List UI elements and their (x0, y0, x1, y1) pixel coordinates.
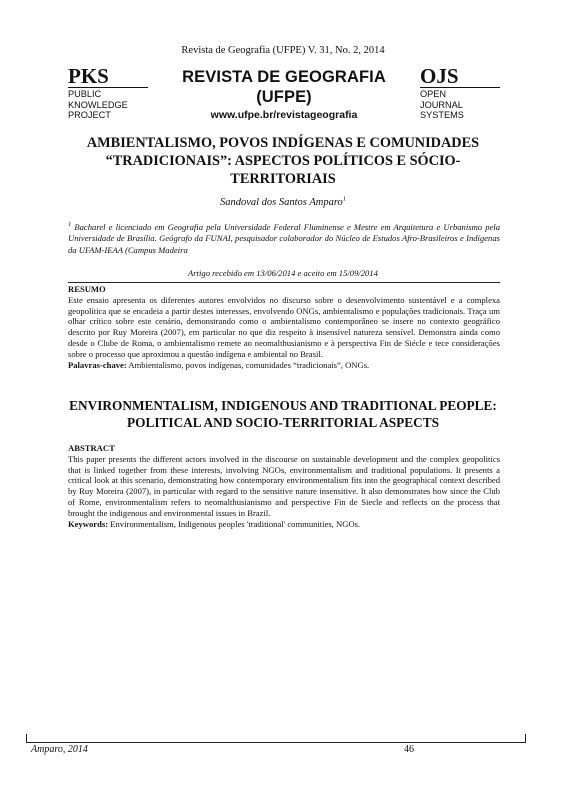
pkp-logo-text (68, 89, 148, 121)
abstract-keywords-text: Environmentalism, Indigenous peoples 'traditional' communities, NGOs. (108, 518, 361, 529)
ojs-line-1: OPEN (420, 89, 447, 99)
resumo-heading: RESUMO (68, 284, 106, 294)
article-title (60, 134, 506, 188)
author-affiliation (68, 222, 500, 256)
journal-masthead (68, 66, 500, 132)
page-number: 46 (404, 744, 414, 755)
resumo-section (68, 284, 500, 370)
ojs-line-2: JOURNAL (420, 99, 463, 110)
journal-title-line-2: (UFPE) (256, 88, 312, 106)
author-line (0, 197, 566, 208)
resumo-keywords-label: Palavras-chave: (68, 359, 127, 370)
english-title-line-1: ENVIRONMENTALISM, INDIGENOUS AND TRADITIONAL PEOPLE: (69, 398, 497, 413)
received-dates: Artigo recebido em 13/06/2014 e aceito em 15/09/2014 (188, 268, 378, 278)
abstract-heading: ABSTRACT (68, 443, 115, 453)
english-title (60, 397, 506, 431)
footer-right-tick (525, 734, 526, 742)
affiliation-footnote-marker: 1 (68, 221, 72, 229)
pkp-logo (68, 66, 148, 121)
footer-left-tick (26, 734, 27, 742)
author-name: Sandoval dos Santos Amparo (219, 197, 343, 208)
resumo-body: Este ensaio apresenta os diferentes autores envolvidos no discurso sobre o desenvolvimento sustentável e a complexa geopolítica que se encadeia a partir destes interesses, envolvendo ONGs, ambientalismo e populações tradicionais. Traça um olhar crítico sobre este cenário, demonstrando como o ambientalismo contemporâneo se insere no contexto geográfico descrito por Ruy Moreira (2007), em particular no que diz respeito à insensível natureza sensível. Demonstra ainda como desde o Clube de Roma, o ambientalismo remete ao neomalthusianismo e à perspectiva Fin de Siécle e tece considerações sobre o processo que aproximou a questão indígena e ambiental no Brasil. (68, 294, 500, 359)
pkp-line-1: PUBLIC (68, 89, 102, 99)
resumo-keywords (68, 360, 500, 371)
abstract-section (68, 443, 500, 529)
running-head: Revista de Geografia (UFPE) V. 31, No. 2, 2014 (181, 45, 385, 56)
journal-title-block (148, 67, 420, 121)
article-title-line-3: TERRITORIAIS (230, 171, 336, 187)
abstract-body: This paper presents the different actors involved in the discourse on sustainable development and the complex geopolitics that is linked together from these interests, involving NGOs, environmentalism and traditional populations. It presents a critical look at this scenario, demonstrating how contemporary environmentalism fits into the geographical context described by Ruy Moreira (2007), in particular with regard to the sensitive nature insensitive. It also demonstrates how since the Club of Rome, environmentalism refers to neomalthusianismo and perspective Fin de Siecle and reflects on the process that brought the indigenous and environmental issues in Brazil. (68, 453, 500, 518)
pkp-line-3: PROJECT (68, 110, 111, 121)
ojs-logo-mark: OJS (420, 66, 500, 88)
article-title-line-1: AMBIENTALISMO, POVOS INDÍGENAS E COMUNIDADES (86, 135, 480, 151)
journal-title-line-1: REVISTA DE GEOGRAFIA (182, 68, 386, 86)
ojs-logo-text (420, 89, 500, 121)
journal-url[interactable]: www.ufpe.br/revistageografia (210, 109, 358, 121)
footer-rule (26, 742, 526, 743)
english-title-line-2: POLITICAL AND SOCIO-TERRITORIAL ASPECTS (127, 415, 439, 430)
resumo-top-rule (68, 282, 500, 283)
footer-author-year: Amparo, 2014 (31, 744, 88, 755)
abstract-keywords (68, 519, 500, 530)
ojs-logo (420, 66, 500, 121)
pkp-logo-mark: PKS (68, 66, 148, 88)
affiliation-text: Bacharel e licenciado em Geografia pela Universidade Federal Fluminense e Mestre em Arquitetura e Urbanismo pela Universidade de Brasília. Geógrafo da FUNAI, pesquisador colaborador do Núcleo de Estudos Afro-Brasileiros e Indígenas da UFAM-IEAA (Campus Madeira (68, 222, 500, 255)
resumo-keywords-text: Ambientalismo, povos indígenas, comunidades “tradicionais”, ONGs. (126, 359, 370, 370)
article-title-line-2: “TRADICIONAIS”: ASPECTOS POLÍTICOS E SÓCIO- (105, 153, 461, 169)
pkp-line-2: KNOWLEDGE (68, 99, 128, 110)
author-footnote-marker: 1 (342, 195, 347, 203)
ojs-line-3: SYSTEMS (420, 110, 464, 121)
abstract-keywords-label: Keywords: (68, 518, 109, 529)
